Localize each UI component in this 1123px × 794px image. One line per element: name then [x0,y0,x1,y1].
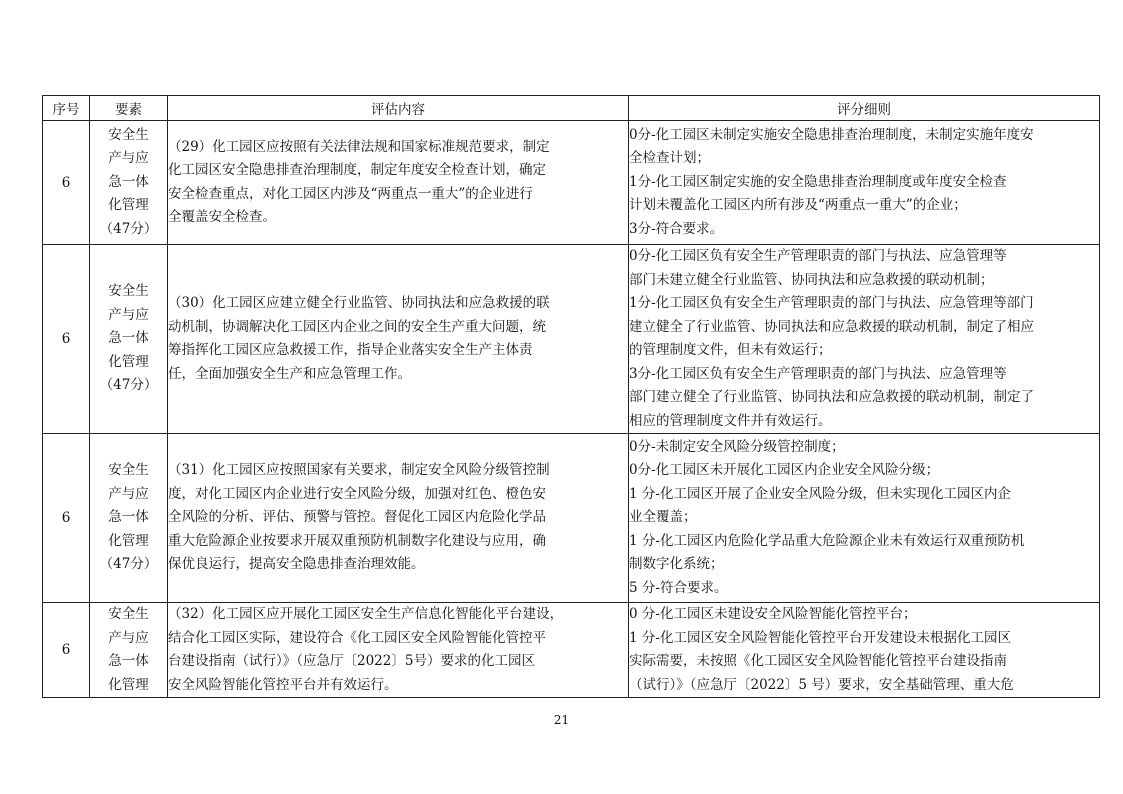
text-line: 1 分-化工园区安全风险智能化管控平台开发建设未根据化工园区 [629,629,1011,646]
text-line: 安全生 [108,126,149,143]
text-line: 0分-化工园区未开展化工园区内企业安全风险分级； [629,462,940,479]
row-number: 6 [43,603,90,698]
table-row [43,121,1100,245]
header-num: 序号 [43,96,90,121]
text-line: 0分-化工园区负有安全生产管理职责的部门与执法、应急管理等 [629,248,1007,264]
row-detail [629,434,1100,603]
text-line: 结合化工园区实际，建设符合《化工园区安全风险智能化管控平 [168,629,546,646]
text-line: 相应的管理制度文件并有效运行。 [629,412,832,429]
text-line: 1分-化工园区负有安全生产管理职责的部门与执法、应急管理等部门 [629,295,1034,311]
text-line: 部门建立健全了行业监管、协同执法和应急救援的联动机制，制定了 [629,389,1034,405]
text-line: 筹指挥化工园区应急救援工作，指导企业落实安全生产主体责 [168,342,533,358]
text-line: 计划未覆盖化工园区内所有涉及“两重点一重大”的企业； [629,197,967,214]
text-line: 业全覆盖； [629,509,697,526]
text-line: 实际需要，未按照《化工园区安全风险智能化管控平台建设指南 [629,653,1007,669]
text-line: 1 分-化工园区内危险化学品重大危险源企业未有效运行双重预防机 [629,532,1025,549]
text-line: 1 分-化工园区开展了企业安全风险分级，但未实现化工园区内企 [629,485,1011,502]
header-element: 要素 [90,96,168,121]
text-line: （47分） [99,220,158,237]
text-line: （47分） [99,377,158,394]
row-content [168,121,629,245]
text-line: 度，对化工园区内企业进行安全风险分级，加强对红色、橙色安 [168,485,546,502]
text-line: 安全风险智能化管控平台并有效运行。 [168,676,398,693]
text-line: 3分-化工园区负有安全生产管理职责的部门与执法、应急管理等 [629,365,1007,382]
row-detail [629,121,1100,245]
text-line: （47分） [99,556,158,573]
table-row [43,245,1100,434]
text-line: 产与应 [108,629,149,646]
text-line: （32）化工园区应开展化工园区安全生产信息化智能化平台建设， [168,606,564,622]
row-content [168,603,629,698]
header-detail: 评分细则 [629,96,1100,121]
text-line: 任，全面加强安全生产和应急管理工作。 [168,365,411,382]
text-line: 化管理 [108,532,149,549]
text-line: （29）化工园区应按照有关法律法规和国家标准规范要求，制定 [168,138,550,155]
text-line: 0 分-化工园区未建设安全风险智能化管控平台； [629,606,917,622]
text-line: 部门未建立健全行业监管、协同执法和应急救援的联动机制； [629,271,994,288]
row-content [168,245,629,434]
row-element [90,121,168,245]
text-line: 化工园区安全隐患排查治理制度，制定年度安全检查计划，确定 [168,162,546,178]
text-line: 动机制，协调解决化工园区内企业之间的安全生产重大问题，统 [168,318,546,335]
row-element [90,434,168,603]
text-line: 重大危险源企业按要求开展双重预防机制数字化建设与应用，确 [168,532,546,549]
text-line: 安全检查重点，对化工园区内涉及“两重点一重大”的企业进行 [168,185,533,202]
table-row [43,603,1100,698]
text-line: 全检查计划； [629,150,710,167]
text-line: 台建设指南（试行）》（应急厅〔2022〕5号）要求的化工园区 [168,653,535,669]
text-line: 0分-未制定安全风险分级管控制度； [629,438,845,455]
header-row [43,96,1100,121]
row-number: 6 [43,245,90,434]
row-number: 6 [43,121,90,245]
text-line: 急一体 [108,509,149,526]
text-line: （31）化工园区应按照国家有关要求，制定安全风险分级管控制 [168,462,550,479]
text-line: 3分-符合要求。 [629,220,724,237]
text-line: 0分-化工园区未制定实施安全隐患排查治理制度，未制定实施年度安 [629,126,1034,143]
text-line: 1分-化工园区制定实施的安全隐患排查治理制度或年度安全检查 [629,173,1007,190]
text-line: 全覆盖安全检查。 [168,209,276,225]
text-line: 化管理 [108,353,149,370]
text-line: 制数字化系统； [629,556,724,573]
text-line: 产与应 [108,306,149,323]
row-detail [629,245,1100,434]
text-line: （30）化工园区应建立健全行业监管、协同执法和应急救援的联 [168,295,550,311]
row-content [168,434,629,603]
text-line: 急一体 [108,653,149,669]
text-line: 全风险的分析、评估、预警与管控。督促化工园区内危险化学品 [168,509,546,526]
row-detail [629,603,1100,698]
row-element [90,603,168,698]
text-line: 急一体 [108,173,149,190]
row-element [90,245,168,434]
text-line: 安全生 [108,462,149,479]
evaluation-table [42,95,1100,698]
text-line: 5 分-符合要求。 [629,579,728,596]
text-line: 产与应 [108,150,149,167]
text-line: 安全生 [108,283,149,300]
table-row [43,434,1100,603]
text-line: 化管理 [108,197,149,214]
text-line: 产与应 [108,485,149,502]
text-line: （试行）》（应急厅〔2022〕5 号）要求，安全基础管理、重大危 [629,676,1014,693]
text-line: 建立健全了行业监管、协同执法和应急救援的联动机制，制定了相应 [629,318,1034,335]
text-line: 保优良运行，提高安全隐患排查治理效能。 [168,556,425,573]
text-line: 的管理制度文件，但未有效运行； [629,342,832,358]
page-number: 21 [553,713,570,727]
row-number: 6 [43,434,90,603]
header-content: 评估内容 [168,96,629,121]
text-line: 急一体 [108,330,149,347]
text-line: 化管理 [108,676,149,693]
text-line: 安全生 [108,606,149,622]
